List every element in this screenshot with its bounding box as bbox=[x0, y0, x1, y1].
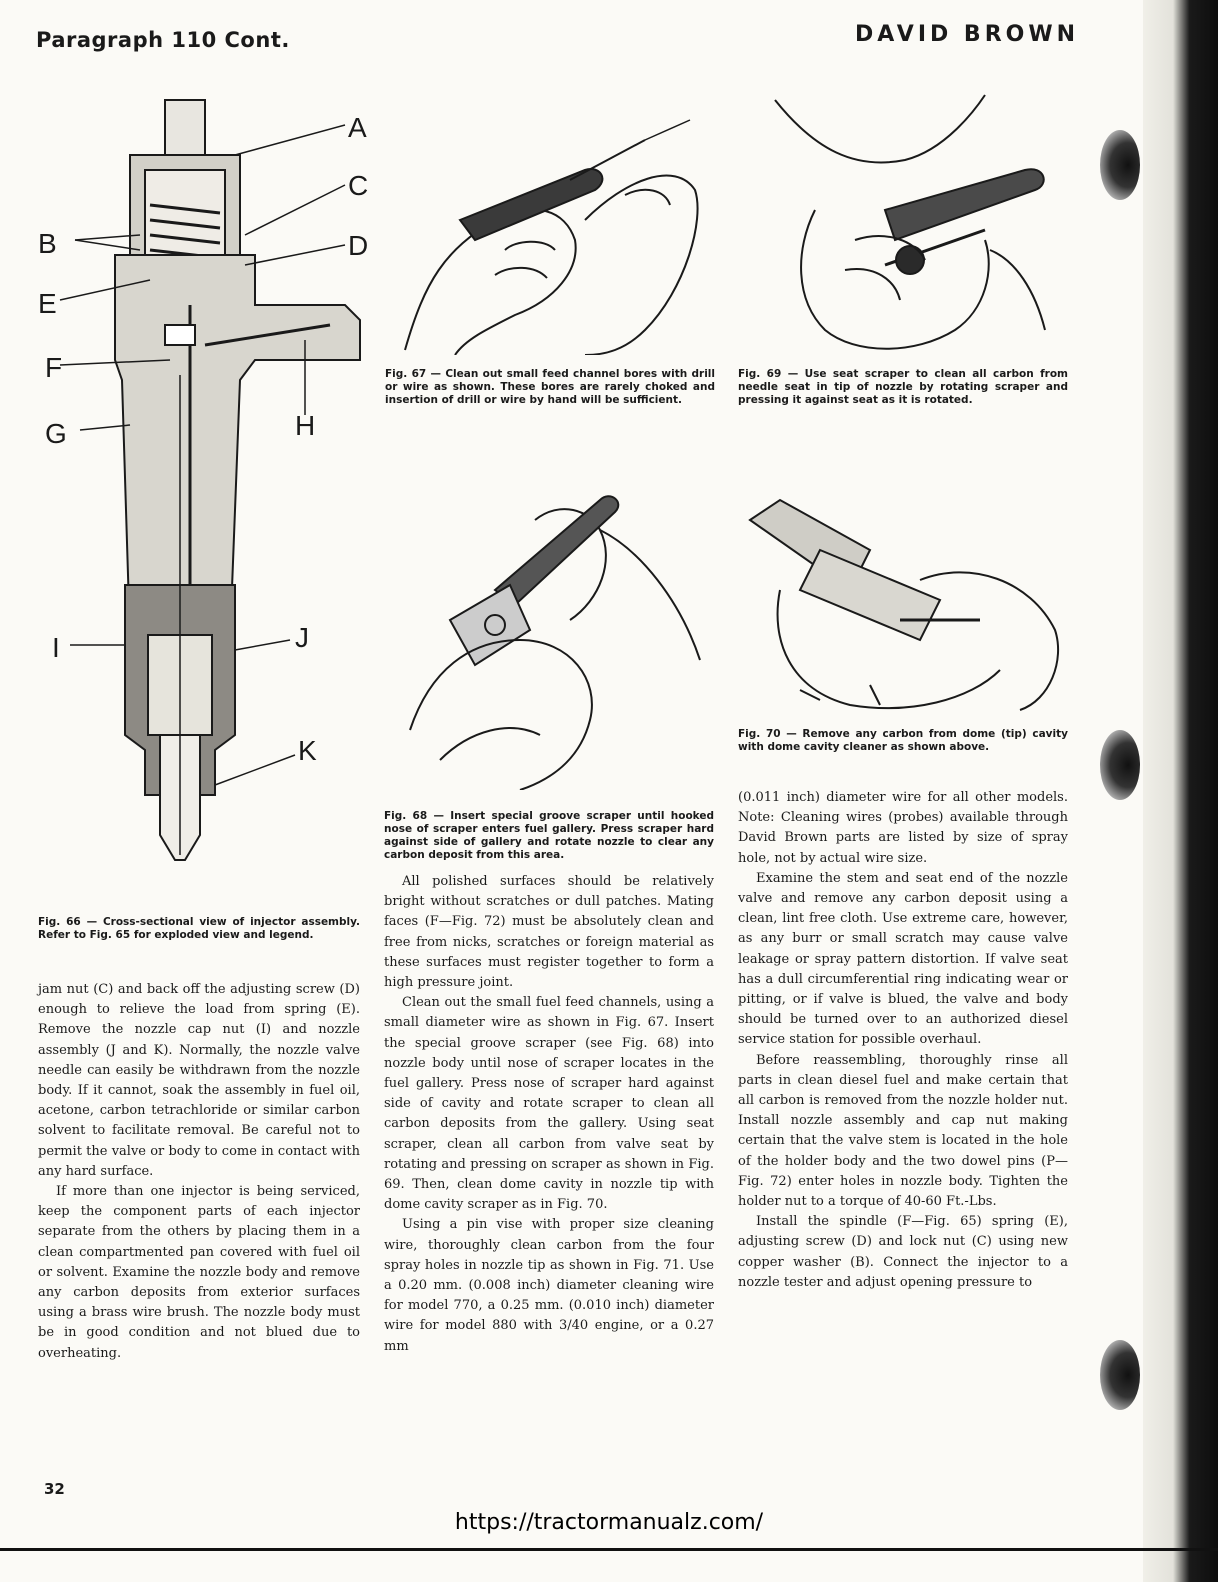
text-column-3 bbox=[738, 788, 1068, 1293]
col2-paragraph: Clean out the small fuel feed channels, using a small diameter wire as shown in Fig. 67. Insert the special groove scraper (see Fig. 68) into nozzle body until nose of scraper locates in the fuel gallery. Press nose of scraper hard against side of cavity and rotate scraper to clean all carbon deposits from the gallery. Using seat scraper, clean all carbon from valve seat by rotating and pressing on scraper as shown in Fig. 69. Then, clean dome cavity in nozzle tip with dome cavity scraper as in Fig. 70. bbox=[384, 995, 714, 1213]
page-number: 32 bbox=[44, 1480, 65, 1498]
fig70-caption: Fig. 70 — Remove any carbon from dome (tip) cavity with dome cavity cleaner as shown above. bbox=[738, 728, 1068, 753]
col2-paragraph: Using a pin vise with proper size cleaning wire, thoroughly clean carbon from the four spray holes in nozzle tip as shown in Fig. 71. Use a 0.20 mm. (0.008 inch) diameter cleaning wire for model 770, a 0.25 mm. (0.010 inch) diameter wire for model 880 with 3/40 engine, or a 0.27 mm bbox=[384, 1217, 714, 1354]
label-e: E bbox=[38, 288, 57, 319]
fig68-caption: Fig. 68 — Insert special groove scraper until hooked nose of scraper enters fuel gallery. Press scraper hard against side of gallery and rotate nozzle to clear any carbon deposit from this area. bbox=[384, 810, 714, 861]
fig67-illustration bbox=[385, 100, 715, 355]
label-i: I bbox=[52, 632, 60, 663]
label-k: K bbox=[298, 735, 317, 766]
col1-paragraph: If more than one injector is being serviced, keep the component parts of each injector separate from the others by placing them in a clean compartmented pan covered with fuel oil or solvent. Examine the nozzle body and remove any carbon deposits from exterior surfaces using a brass wire brush. The nozzle body must be in good condition and not blued due to overheating. bbox=[38, 1184, 360, 1361]
col3-paragraph: Install the spindle (F—Fig. 65) spring (E), adjusting screw (D) and lock nut (C) using new copper washer (B). Connect the injector to a nozzle tester and adjust opening pressure to bbox=[738, 1214, 1068, 1290]
book-binding-shadow bbox=[1143, 0, 1218, 1582]
text-column-1 bbox=[38, 980, 360, 1364]
label-c: C bbox=[348, 170, 369, 201]
text-column-2 bbox=[384, 872, 714, 1357]
label-b: B bbox=[38, 228, 57, 259]
label-h: H bbox=[295, 410, 316, 441]
label-f: F bbox=[45, 352, 63, 383]
label-a: A bbox=[348, 112, 367, 143]
col3-paragraph: Before reassembling, thoroughly rinse all parts in clean diesel fuel and make certain that all carbon is removed from the nozzle holder nut. Install nozzle assembly and cap nut making certain that the valve stem is located in the hole of the holder body and the two dowel pins (P—Fig. 72) enter holes in nozzle body. Tighten the holder nut to a torque of 40-60 Ft.-Lbs. bbox=[738, 1052, 1068, 1210]
manual-title: DAVID BROWN bbox=[855, 22, 1080, 47]
label-d: D bbox=[348, 230, 369, 261]
col3-paragraph: Examine the stem and seat end of the nozzle valve and remove any carbon deposit using a clean, lint free cloth. Use extreme care, however, as any burr or small scratch may cause valve leakage or spray pattern distortion. If valve seat has a dull circumferential ring indicating wear or pitting, or if valve is blued, the valve and body should be turned over to an authorized diesel service station for possible overhaul. bbox=[738, 870, 1068, 1048]
col3-paragraph: (0.011 inch) diameter wire for all other models. Note: Cleaning wires (probes) available through David Brown parts are listed by size of spray hole, not by actual wire size. bbox=[738, 790, 1068, 866]
fig69-caption: Fig. 69 — Use seat scraper to clean all carbon from needle seat in tip of nozzle by rotating scraper and pressing it against seat as it is rotated. bbox=[738, 368, 1068, 406]
binder-hole-top bbox=[1100, 130, 1140, 200]
fig67-caption: Fig. 67 — Clean out small feed channel bores with drill or wire as shown. These bores are rarely choked and insertion of drill or wire by hand will be sufficient. bbox=[385, 368, 715, 406]
source-url-link[interactable]: https://tractormanualz.com/ bbox=[454, 1510, 764, 1535]
binder-hole-bottom bbox=[1100, 1340, 1140, 1410]
col1-paragraph: jam nut (C) and back off the adjusting screw (D) enough to relieve the load from spring (E). Remove the nozzle cap nut (I) and nozzle assembly (J and K). Normally, the nozzle valve needle can easily be withdrawn from the nozzle body. If it cannot, soak the assembly in fuel oil, acetone, carbon tetrachloride or similar carbon solvent to facilitate removal. Be careful not to permit the valve or body to come in contact with any hard surface. bbox=[38, 982, 360, 1179]
binder-hole-middle bbox=[1100, 730, 1140, 800]
col2-paragraph: All polished surfaces should be relatively bright without scratches or dull patches. Mating faces (F—Fig. 72) must be absolutely clean and free from nicks, scratches or foreign material as these surfaces must register together to form a high pressure joint. bbox=[384, 874, 714, 991]
bottom-divider bbox=[0, 1548, 1218, 1551]
fig68-illustration bbox=[400, 490, 710, 790]
injector-cross-section-figure bbox=[30, 95, 370, 885]
fig66-caption: Fig. 66 — Cross-sectional view of injector assembly. Refer to Fig. 65 for exploded view and legend. bbox=[38, 916, 360, 941]
paragraph-header: Paragraph 110 Cont. bbox=[36, 28, 290, 52]
label-j: J bbox=[295, 622, 309, 653]
fig69-illustration bbox=[735, 90, 1065, 360]
fig70-illustration bbox=[740, 490, 1065, 715]
label-g: G bbox=[45, 418, 67, 449]
